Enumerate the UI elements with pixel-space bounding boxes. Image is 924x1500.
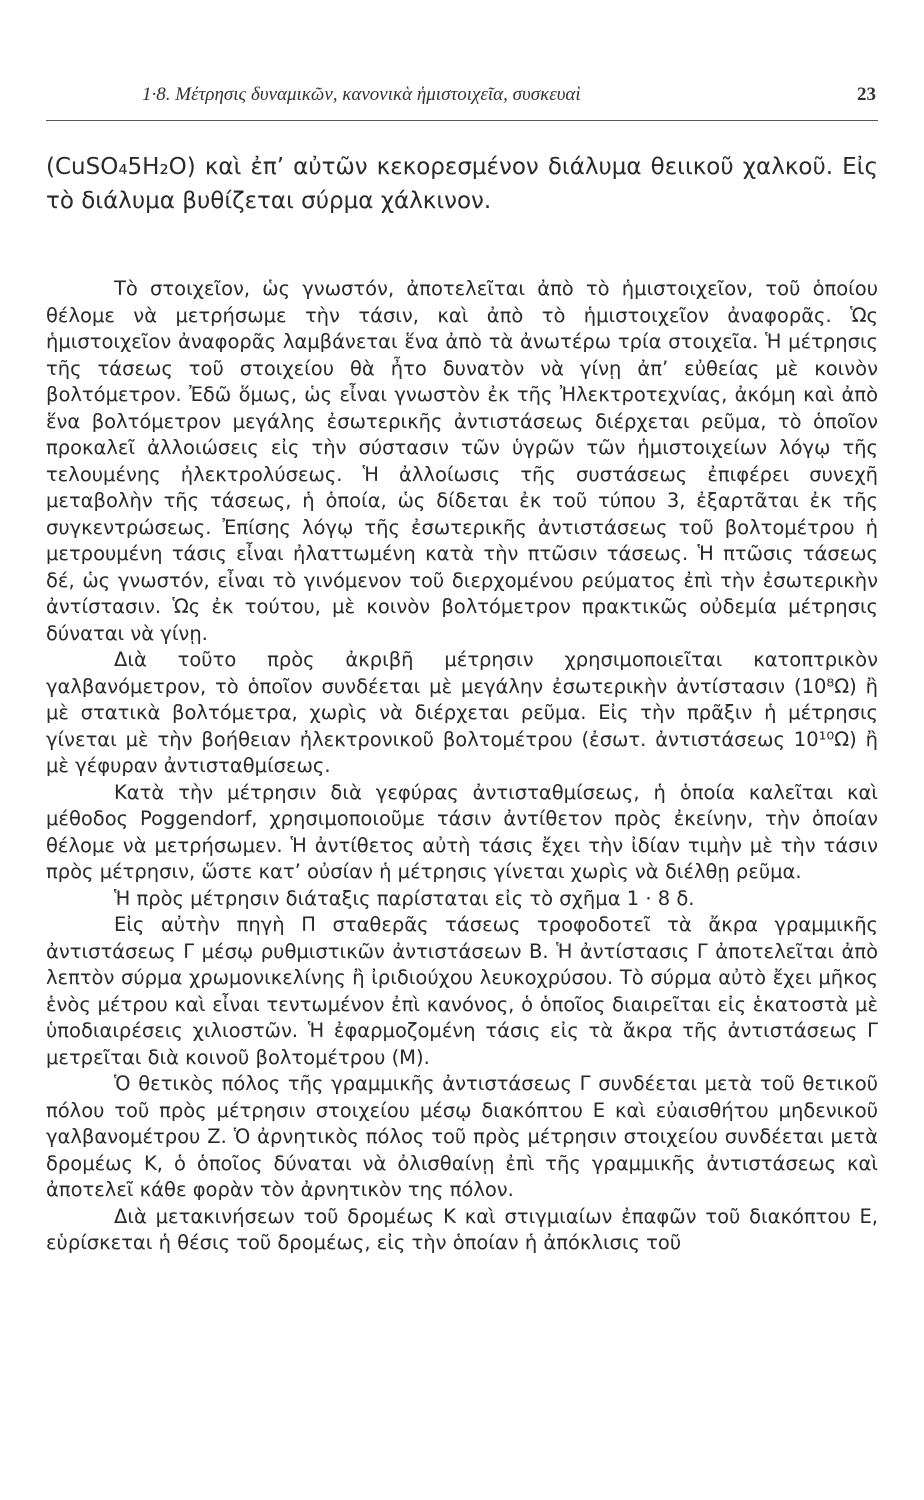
body-text <box>46 150 878 1257</box>
paragraph-3: Διὰ τοῦτο πρὸς ἀκριβῆ μέτρησιν χρησιμοποιεῖται κατοπτρικὸν γαλβανόμετρον, τὸ ὁποῖον συνδέεται μὲ μεγάλην ἐσωτερικὴν ἀντίστασιν (10⁸Ω) ἢ μὲ στατικὰ βολτόμετρα, χωρὶς νὰ διέρχεται ρεῦμα. Εἰς τὴν πρᾶξιν ἡ μέτρησις γίνεται μὲ τὴν βοήθειαν ἠλεκτρονικοῦ βολτομέτρου (ἐσωτ. ἀντιστάσεως 10¹⁰Ω) ἢ μὲ γέφυραν ἀντισταθμίσεως. <box>46 648 878 777</box>
paragraph-8: Διὰ μετακινήσεων τοῦ δρομέως Κ καὶ στιγμιαίων ἐπαφῶν τοῦ διακόπτου Ε, εὑρίσκεται ἡ θέσις τοῦ δρομέως, εἰς τὴν ὁποίαν ἡ ἀπόκλισις τοῦ <box>46 1204 878 1254</box>
paragraph-2: Τὸ στοιχεῖον, ὡς γνωστόν, ἀποτελεῖται ἀπὸ τὸ ἡμιστοιχεῖον, τοῦ ὁποίου θέλομε νὰ μετρήσωμε τὴν τάσιν, καὶ ἀπὸ τὸ ἡμιστοιχεῖον ἀναφορᾶς. Ὡς ἡμιστοιχεῖον ἀναφορᾶς λαμβάνεται ἕνα ἀπὸ τὰ ἀνωτέρω τρία στοιχεῖα. Ἡ μέτρησις τῆς τάσεως τοῦ στοιχείου θὰ ἦτο δυνατὸν νὰ γίνῃ ἀπ’ εὐθείας μὲ κοινὸν βολτόμετρον. Ἐδῶ ὅμως, ὡς εἶναι γνωστὸν ἐκ τῆς Ἠλεκτροτεχνίας, ἀκόμη καὶ ἀπὸ ἕνα βολτόμετρον μεγάλης ἐσωτερικῆς ἀντιστάσεως διέρχεται ρεῦμα, τὸ ὁποῖον προκαλεῖ ἀλλοιώσεις εἰς τὴν σύστασιν τῶν ὑγρῶν τῶν ἡμιστοιχείων λόγῳ τῆς τελουμένης ἠλεκτρολύσεως. Ἡ ἀλλοίωσις τῆς συστάσεως ἐπιφέρει συνεχῆ μεταβολὴν τῆς τάσεως, ἡ ὁποία, ὡς δίδεται ἐκ τοῦ τύπου 3, ἐξαρτᾶται ἐκ τῆς συγκεντρώσεως. Ἐπίσης λόγῳ τῆς ἐσωτερικῆς ἀντιστάσεως τοῦ βολτομέτρου ἡ μετρουμένη τάσις εἶναι ἠλαττωμένη κατὰ τὴν πτῶσιν τάσεως. Ἡ πτῶσις τάσεως δέ, ὡς γνωστόν, εἶναι τὸ γινόμενον τοῦ διερχομένου ρεύματος ἐπὶ τὴν ἐσωτερικὴν ἀντίστασιν. Ὡς ἐκ τούτου, μὲ κοινὸν βολτόμετρον πρακτικῶς οὐδεμία μέτρησις δύναται νὰ γίνῃ. <box>46 277 878 645</box>
page-number: 23 <box>857 84 876 105</box>
header-rule <box>46 120 878 121</box>
paragraph-6: Εἰς αὐτὴν πηγὴ Π σταθερᾶς τάσεως τροφοδοτεῖ τὰ ἄκρα γραμμικῆς ἀντιστάσεως Γ μέσῳ ρυθμιστικῶν ἀντιστάσεων Β. Ἡ ἀντίστασις Γ ἀποτελεῖται ἀπὸ λεπτὸν σύρμα χρωμονικελίνης ἢ ἰριδιούχου λευκοχρύσου. Τὸ σύρμα αὐτὸ ἔχει μῆκος ἑνὸς μέτρου καὶ εἶναι τεντωμένον ἐπὶ κανόνος, ὁ ὁποῖος διαιρεῖται εἰς ἑκατοστὰ μὲ ὑποδιαιρέσεις χιλιοστῶν. Ἡ ἐφαρμοζομένη τάσις εἰς τὰ ἄκρα τῆς ἀντιστάσεως Γ μετρεῖται διὰ κοινοῦ βολτομέτρου (Μ). <box>46 913 878 1069</box>
paragraph-5: Ἡ πρὸς μέτρησιν διάταξις παρίσταται εἰς τὸ σχῆμα 1 · 8 δ. <box>114 886 695 910</box>
running-header <box>46 84 878 114</box>
header-title: 1·8. Μέτρησις δυναμικῶν, κανονικὰ ἡμιστοιχεῖα, συσκευαὶ <box>142 84 581 105</box>
paragraph-4: Κατὰ τὴν μέτρησιν διὰ γεφύρας ἀντισταθμίσεως, ἡ ὁποία καλεῖται καὶ μέθοδος Poggendorf, χρησιμοποιοῦμε τάσιν ἀντίθετον πρὸς ἐκείνην, τὴν ὁποίαν θέλομε νὰ μετρήσωμεν. Ἡ ἀντίθετος αὐτὴ τάσις ἔχει τὴν ἰδίαν τιμὴν μὲ τὴν τάσιν πρὸς μέτρησιν, ὥστε κατ’ οὐσίαν ἡ μέτρησις γίνεται χωρὶς νὰ διέλθῃ ρεῦμα. <box>46 780 878 883</box>
paragraph-1: (CuSO₄5H₂O) καὶ ἐπ’ αὐτῶν κεκορεσμένον διάλυμα θειικοῦ χαλκοῦ. Εἰς τὸ διάλυμα βυθίζεται σύρμα χάλκινον. <box>46 154 878 214</box>
paragraph-7: Ὁ θετικὸς πόλος τῆς γραμμικῆς ἀντιστάσεως Γ συνδέεται μετὰ τοῦ θετικοῦ πόλου τοῦ πρὸς μέτρησιν στοιχείου μέσῳ διακόπτου Ε καὶ εὐαισθήτου μηδενικοῦ γαλβανομέτρου Ζ. Ὁ ἀρνητικὸς πόλος τοῦ πρὸς μέτρησιν στοιχείου συνδέεται μετὰ δρομέως Κ, ὁ ὁποῖος δύναται νὰ ὀλισθαίνῃ ἐπὶ τῆς γραμμικῆς ἀντιστάσεως καὶ ἀποτελεῖ κάθε φορὰν τὸν ἀρνητικὸν της πόλον. <box>46 1072 878 1201</box>
